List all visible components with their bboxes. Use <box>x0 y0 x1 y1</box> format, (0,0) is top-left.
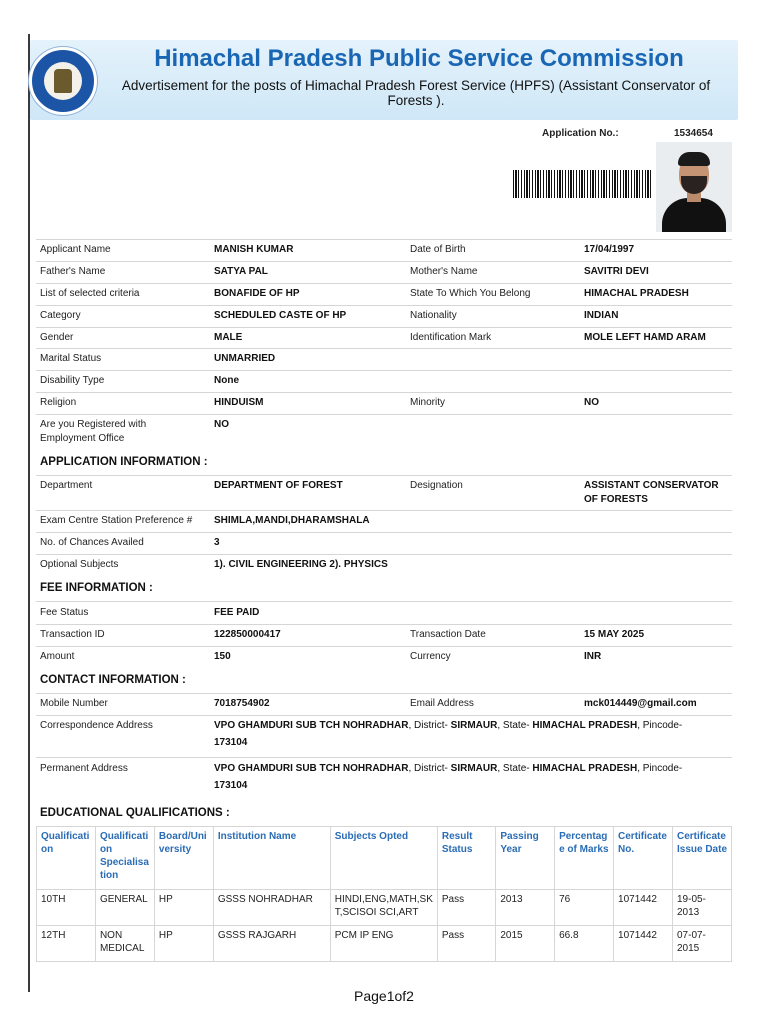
correspondence-address-value <box>214 717 724 751</box>
table-cell <box>614 926 673 962</box>
row-divider <box>36 327 732 328</box>
table-header-line: Issue Date <box>676 844 728 855</box>
state-value: HIMACHAL PRADESH <box>532 763 638 774</box>
address-line: VPO GHAMDURI SUB TCH NOHRADHAR <box>214 720 409 731</box>
table-header-cell <box>37 827 96 890</box>
row-divider <box>36 646 732 647</box>
transaction-date-label: Transaction Date <box>410 629 486 640</box>
table-cell-line: Pass <box>441 930 465 941</box>
category-label: Category <box>40 310 81 321</box>
designation-label: Designation <box>410 480 463 491</box>
table-cell-line: Pass <box>441 894 465 905</box>
table-header-cell <box>555 827 614 890</box>
employment-office-label-line1: Are you Registered with <box>40 419 147 430</box>
table-cell-line: 2013 <box>676 907 700 918</box>
table-cell-line: PCM IP ENG <box>334 930 394 941</box>
category-value: SCHEDULED CASTE OF HP <box>214 310 347 321</box>
optional-subjects-label: Optional Subjects <box>40 559 119 570</box>
table-cell <box>672 926 731 962</box>
table-cell <box>437 926 496 962</box>
row-divider <box>36 305 732 306</box>
table-cell <box>496 926 555 962</box>
transaction-date-value: 15 MAY 2025 <box>584 629 645 640</box>
table-header-cell <box>672 827 731 890</box>
table-header-cell <box>154 827 213 890</box>
row-divider <box>36 757 732 758</box>
table-cell <box>614 890 673 926</box>
father-name-label: Father's Name <box>40 266 106 277</box>
table-cell-line: 12TH <box>41 930 66 941</box>
religion-value: HINDUISM <box>214 397 264 408</box>
transaction-id-label: Transaction ID <box>40 629 105 640</box>
state-prefix: , State- <box>497 763 533 774</box>
table-cell <box>37 926 96 962</box>
table-cell <box>213 890 330 926</box>
district-value: SIRMAUR <box>450 763 498 774</box>
table-header-line: Certificate <box>618 831 667 842</box>
state-prefix: , State- <box>497 720 533 731</box>
currency-value: INR <box>584 651 602 662</box>
application-no-value: 1534654 <box>674 128 713 139</box>
dob-label: Date of Birth <box>410 244 466 255</box>
table-header-cell <box>330 827 437 890</box>
dob-value: 17/04/1997 <box>584 244 635 255</box>
table-cell <box>672 890 731 926</box>
table-cell-line: HINDI,ENG,MATH,SK <box>334 894 433 905</box>
table-header-line: e of Marks <box>559 844 609 855</box>
table-header-line: No. <box>618 844 635 855</box>
designation-value-line1: ASSISTANT CONSERVATOR <box>584 480 719 491</box>
table-cell-line: 07-07- <box>676 930 706 941</box>
table-cell <box>496 890 555 926</box>
marital-status-label: Marital Status <box>40 353 102 364</box>
state-value: HIMACHAL PRADESH <box>532 720 638 731</box>
table-cell-line: 1071442 <box>618 894 657 905</box>
department-value: DEPARTMENT OF FOREST <box>214 480 343 491</box>
state-value: HIMACHAL PRADESH <box>584 288 689 299</box>
row-divider <box>36 624 732 625</box>
table-cell-line: 2015 <box>500 930 523 941</box>
mobile-label: Mobile Number <box>40 698 108 709</box>
table-cell <box>330 926 437 962</box>
education-table <box>36 826 732 962</box>
table-header-line: Board/Uni <box>158 831 207 842</box>
table-cell <box>95 890 154 926</box>
table-header-line: Status <box>441 844 473 855</box>
amount-label: Amount <box>40 651 75 662</box>
table-cell <box>555 926 614 962</box>
applicant-name-label: Applicant Name <box>40 244 111 255</box>
table-cell-line: 66.8 <box>559 930 579 941</box>
optional-subjects-value: 1). CIVIL ENGINEERING 2). PHYSICS <box>214 559 388 570</box>
table-header-line: Specialisa <box>99 857 149 868</box>
father-name-value: SATYA PAL <box>214 266 268 277</box>
table-header-line: Passing <box>500 831 539 842</box>
row-divider <box>36 715 732 716</box>
designation-value-line2: OF FORESTS <box>584 494 648 505</box>
row-divider <box>36 239 732 240</box>
correspondence-address-label: Correspondence Address <box>40 720 153 731</box>
table-header-line: Qualificati <box>99 831 149 842</box>
employment-office-label-line2: Employment Office <box>40 433 125 444</box>
table-cell-line: MEDICAL <box>99 943 145 954</box>
mother-name-value: SAVITRI DEVI <box>584 266 649 277</box>
marital-status-value: UNMARRIED <box>214 353 276 364</box>
criteria-label: List of selected criteria <box>40 288 140 299</box>
table-cell-line: 19-05- <box>676 894 706 905</box>
district-prefix: , District- <box>408 763 451 774</box>
fee-status-label: Fee Status <box>40 607 89 618</box>
table-header-cell <box>437 827 496 890</box>
row-divider <box>36 693 732 694</box>
table-cell-line: 1071442 <box>618 930 657 941</box>
table-cell <box>555 890 614 926</box>
row-divider <box>36 392 732 393</box>
fee-info-heading: FEE INFORMATION : <box>40 582 153 594</box>
table-cell <box>437 890 496 926</box>
state-label: State To Which You Belong <box>410 288 531 299</box>
table-cell-line: 2015 <box>676 943 700 954</box>
address-line: VPO GHAMDURI SUB TCH NOHRADHAR <box>214 763 409 774</box>
page-number: Page1of2 <box>354 988 414 1004</box>
row-divider <box>36 414 732 415</box>
minority-value: NO <box>584 397 599 408</box>
exam-centre-label: Exam Centre Station Preference # <box>40 515 193 526</box>
pincode-value: 173104 <box>214 780 248 791</box>
table-cell-line: GSSS NOHRADHAR <box>217 894 313 905</box>
row-divider <box>36 554 732 555</box>
table-cell <box>37 890 96 926</box>
permanent-address-value <box>214 760 724 794</box>
district-value: SIRMAUR <box>450 720 498 731</box>
table-header-line: on <box>41 844 54 855</box>
nationality-label: Nationality <box>410 310 457 321</box>
education-header-row <box>37 827 732 890</box>
table-cell <box>154 926 213 962</box>
row-divider <box>36 510 732 511</box>
table-cell <box>154 890 213 926</box>
disability-value: None <box>214 375 239 386</box>
email-value: mck014449@gmail.com <box>584 698 697 709</box>
table-row <box>37 926 732 962</box>
chances-label: No. of Chances Availed <box>40 537 144 548</box>
table-cell <box>95 926 154 962</box>
contact-info-heading: CONTACT INFORMATION : <box>40 674 186 686</box>
table-header-cell <box>213 827 330 890</box>
table-cell-line: HP <box>158 894 173 905</box>
criteria-value: BONAFIDE OF HP <box>214 288 300 299</box>
table-header-line: Certificate <box>676 831 726 842</box>
identification-mark-label: Identification Mark <box>410 332 492 343</box>
currency-label: Currency <box>410 651 451 662</box>
disability-label: Disability Type <box>40 375 105 386</box>
row-divider <box>36 532 732 533</box>
pincode-prefix: , Pincode- <box>637 720 683 731</box>
fee-status-value: FEE PAID <box>214 607 260 618</box>
hppsc-emblem-icon <box>29 47 97 115</box>
transaction-id-value: 122850000417 <box>214 629 281 640</box>
row-divider <box>36 475 732 476</box>
gender-label: Gender <box>40 332 74 343</box>
table-cell <box>330 890 437 926</box>
employment-office-value: NO <box>214 419 229 430</box>
table-cell-line: GSSS RAJGARH <box>217 930 297 941</box>
table-cell-line: NON <box>99 930 123 941</box>
department-label: Department <box>40 480 93 491</box>
minority-label: Minority <box>410 397 446 408</box>
table-cell-line: GENERAL <box>99 894 148 905</box>
table-header-cell <box>496 827 555 890</box>
row-divider <box>36 261 732 262</box>
table-header-line: Qualificati <box>41 831 90 842</box>
row-divider <box>36 348 732 349</box>
applicant-photo <box>656 142 732 232</box>
pincode-value: 173104 <box>214 737 248 748</box>
table-row <box>37 890 732 926</box>
gender-value: MALE <box>214 332 243 343</box>
application-no-label: Application No.: <box>542 128 619 139</box>
table-cell-line: 2013 <box>500 894 523 905</box>
page-left-rule <box>28 34 30 992</box>
identification-mark-value: MOLE LEFT HAMD ARAM <box>584 332 706 343</box>
row-divider <box>36 370 732 371</box>
table-cell-line: 76 <box>559 894 571 905</box>
table-header-line: Percentag <box>559 831 608 842</box>
pincode-prefix: , Pincode- <box>637 763 683 774</box>
table-cell-line: 10TH <box>41 894 66 905</box>
table-header-line: versity <box>158 844 192 855</box>
nationality-value: INDIAN <box>584 310 619 321</box>
row-divider <box>36 601 732 602</box>
mobile-value: 7018754902 <box>214 698 270 709</box>
table-header-line: Subjects Opted <box>334 831 409 842</box>
table-header-line: tion <box>99 870 119 881</box>
table-header-line: Result <box>441 831 473 842</box>
designation-value <box>584 479 719 507</box>
advertisement-subtitle: Advertisement for the posts of Himachal Pradesh Forest Service (HPFS) (Assistant Conservator of Forests ). <box>121 78 711 108</box>
chances-value: 3 <box>214 537 220 548</box>
religion-label: Religion <box>40 397 77 408</box>
mother-name-label: Mother's Name <box>410 266 478 277</box>
page-title: Himachal Pradesh Public Service Commission <box>154 45 684 72</box>
row-divider <box>36 283 732 284</box>
table-cell-line: T,SCISOI SCI,ART <box>334 907 419 918</box>
district-prefix: , District- <box>408 720 451 731</box>
table-header-line: Institution Name <box>217 831 297 842</box>
permanent-address-label: Permanent Address <box>40 763 128 774</box>
table-cell-line: HP <box>158 930 173 941</box>
email-label: Email Address <box>410 698 474 709</box>
table-header-line: Year <box>500 844 522 855</box>
table-header-line: on <box>99 844 113 855</box>
table-header-cell <box>614 827 673 890</box>
barcode-icon <box>513 170 651 198</box>
exam-centre-value: SHIMLA,MANDI,DHARAMSHALA <box>214 515 370 526</box>
education-heading: EDUCATIONAL QUALIFICATIONS : <box>40 807 230 819</box>
employment-office-label <box>40 418 146 446</box>
applicant-name-value: MANISH KUMAR <box>214 244 294 255</box>
table-header-cell <box>95 827 154 890</box>
amount-value: 150 <box>214 651 231 662</box>
application-info-heading: APPLICATION INFORMATION : <box>40 456 208 468</box>
table-cell <box>213 926 330 962</box>
